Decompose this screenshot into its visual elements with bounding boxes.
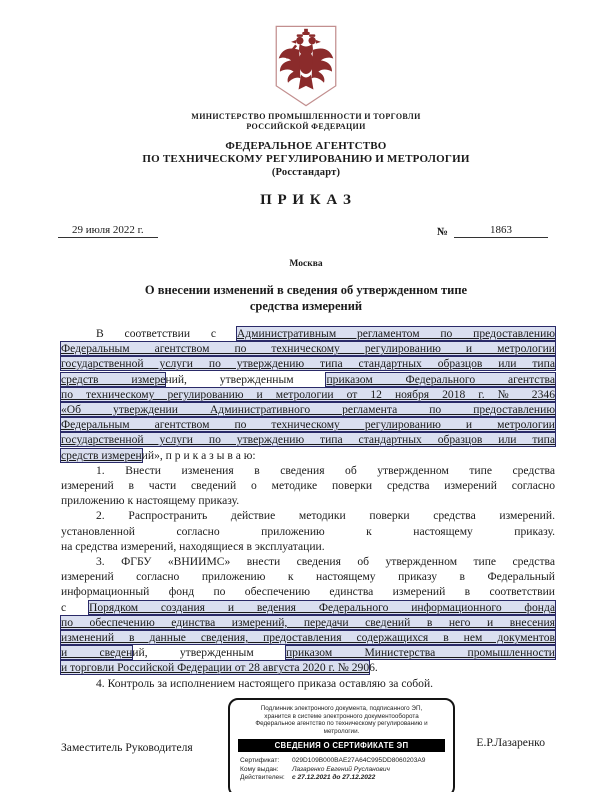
- cert-field-label: Действителен:: [240, 774, 285, 782]
- cert-field: [240, 774, 447, 783]
- hyperlink[interactable]: Порядком создания и ведения Федерального информационного фонда: [88, 600, 555, 614]
- body-text: приложению к настоящему приказу.: [61, 494, 240, 508]
- body-line: [61, 600, 555, 615]
- ministry-name: [0, 112, 612, 132]
- agency-short-name: (Росстандарт): [271, 167, 341, 178]
- hyperlink[interactable]: приказом Федерального агентства: [326, 372, 555, 386]
- body-line: [61, 508, 555, 523]
- body-text: измерений в части сведений о методике поверки средства измерений согласно: [61, 479, 555, 493]
- agency-line1: ФЕДЕРАЛЬНОЕ АГЕНТСТВО: [225, 140, 387, 152]
- signature-name: Е.Р.Лазаренко: [476, 735, 545, 749]
- body-text: 4. Контроль за исполнением настоящего приказа оставляю за собой.: [96, 676, 434, 690]
- stamp-header-line: метрологии.: [323, 728, 360, 736]
- doc-type-title: П Р И К А З: [260, 192, 352, 208]
- body-line: [61, 372, 555, 387]
- document-title-line1: О внесении изменений в сведения об утвержденном типе: [144, 283, 468, 297]
- hyperlink[interactable]: государственной услуги по утверждению типа стандартных образцов или типа: [61, 433, 555, 447]
- stamp-header-text: [230, 705, 453, 736]
- hyperlink[interactable]: средств измере: [61, 372, 166, 386]
- body-line: [61, 493, 555, 508]
- body-text: ий», п р и к а з ы в а ю:: [141, 448, 256, 462]
- agency-line2: ПО ТЕХНИЧЕСКОМУ РЕГУЛИРОВАНИЮ И МЕТРОЛОГИИ: [142, 153, 470, 165]
- hyperlink[interactable]: по обеспечению единства измерений, передачи сведений в него и внесения: [61, 615, 555, 629]
- cert-field-value: с 27.12.2021 до 27.12.2022: [292, 774, 376, 782]
- body-text: ий, утвержденным: [132, 646, 286, 660]
- hyperlink[interactable]: средств измерен: [61, 448, 142, 462]
- hyperlink[interactable]: Федеральным агентством по техническому регулированию и метрологии: [61, 418, 555, 432]
- stamp-certificate-fields: [240, 757, 447, 783]
- body-line: [61, 432, 555, 447]
- body-line: [61, 554, 555, 569]
- body-line: [61, 478, 555, 493]
- body-line: [61, 584, 555, 599]
- signature-block: [0, 698, 612, 792]
- body-line: [61, 569, 555, 584]
- signature-position: Заместитель Руководителя: [61, 740, 193, 754]
- body-text: ний, утвержденным: [165, 372, 327, 386]
- body-text: на средства измерений, находящиеся в эксплуатации.: [61, 539, 325, 553]
- stamp-header-line: Федеральное агентство по техническому регулированию и: [255, 720, 428, 728]
- hyperlink[interactable]: по техническому регулированию и метрологии от 12 ноября 2018 г. № 2346: [61, 387, 555, 401]
- hyperlink[interactable]: государственной услуги по утверждению типа стандартных образцов или типа: [61, 357, 555, 371]
- hyperlink[interactable]: приказом Министерства промышленности: [285, 646, 555, 660]
- order-number: 1863: [454, 224, 548, 238]
- body-text: 3. ФГБУ «ВНИИМС» внести сведения об утвержденном типе средства: [96, 555, 555, 569]
- body-line: [61, 645, 555, 660]
- body-text: установленной согласно приложению к настоящему приказу.: [61, 524, 555, 538]
- body-line: [61, 463, 555, 478]
- body-line: [61, 615, 555, 630]
- body-line: [61, 387, 555, 402]
- body-text: информационный фонд по обеспечению единства измерений в соответствии: [61, 585, 555, 599]
- cert-field-value: Лазаренко Евгений Русланович: [292, 765, 390, 773]
- cert-field-label: Сертификат:: [240, 757, 280, 765]
- stamp-certificate-bar: СВЕДЕНИЯ О СЕРТИФИКАТЕ ЭП: [238, 739, 445, 752]
- hyperlink[interactable]: «Об утверждении Административного регламента по предоставлению: [61, 403, 555, 417]
- body-line: [61, 676, 555, 691]
- double-headed-eagle-icon: [275, 24, 337, 108]
- body-line: [61, 341, 555, 356]
- body-line: [61, 660, 555, 675]
- document-title: [0, 282, 612, 314]
- body-text: 6.: [369, 661, 378, 675]
- document-title-line2: средства измерений: [249, 299, 363, 313]
- hyperlink[interactable]: и сведен: [61, 646, 133, 660]
- hyperlink[interactable]: изменений в данные сведения, предоставления содержащихся в нем документов: [61, 631, 555, 645]
- body-line: [61, 448, 555, 463]
- meta-row: [58, 224, 548, 238]
- body-text: 2. Распространить действие методики поверки средства измерений.: [96, 509, 555, 523]
- body-line: [61, 326, 555, 341]
- body-text: с: [61, 600, 89, 614]
- stamp-header-line: Подлинник электронного документа, подписанного ЭП,: [260, 704, 423, 712]
- body-text: В соответствии с: [96, 327, 237, 340]
- ministry-line2: РОССИЙСКОЙ ФЕДЕРАЦИИ: [246, 122, 366, 131]
- body-line: [61, 417, 555, 432]
- city-label: Москва: [289, 259, 323, 269]
- esign-stamp: [228, 698, 455, 792]
- coat-of-arms: [275, 24, 337, 108]
- body-text: 1. Внести изменения в сведения об утвержденном типе средства: [96, 463, 555, 477]
- body-line: [61, 630, 555, 645]
- body-line: [61, 524, 555, 539]
- body-line: [61, 356, 555, 371]
- number-sign: №: [436, 226, 448, 238]
- hyperlink[interactable]: Федеральным агентством по техническому регулированию и метрологии: [61, 342, 555, 356]
- body-line: [61, 539, 555, 554]
- ministry-line1: МИНИСТЕРСТВО ПРОМЫШЛЕННОСТИ И ТОРГОВЛИ: [191, 112, 421, 121]
- body-line: [61, 402, 555, 417]
- body: [61, 326, 555, 691]
- hyperlink[interactable]: Административным регламентом по предоставлению: [236, 327, 555, 340]
- order-number-block: [437, 224, 548, 238]
- body-text: измерений согласно приложению к настоящему приказу в Федеральный: [61, 570, 555, 584]
- cert-field: [240, 757, 447, 766]
- cert-field-label: Кому выдан:: [240, 765, 279, 773]
- stamp-header-line: хранится в системе электронного документооборота: [264, 712, 419, 720]
- agency-name: [0, 140, 612, 179]
- hyperlink[interactable]: и торговли Российской Федерации от 28 августа 2020 г. № 290: [61, 661, 370, 675]
- order-date: 29 июля 2022 г.: [58, 224, 158, 238]
- cert-field-value: 029D109B000BAE27A64C995DD8060203A9: [292, 757, 426, 765]
